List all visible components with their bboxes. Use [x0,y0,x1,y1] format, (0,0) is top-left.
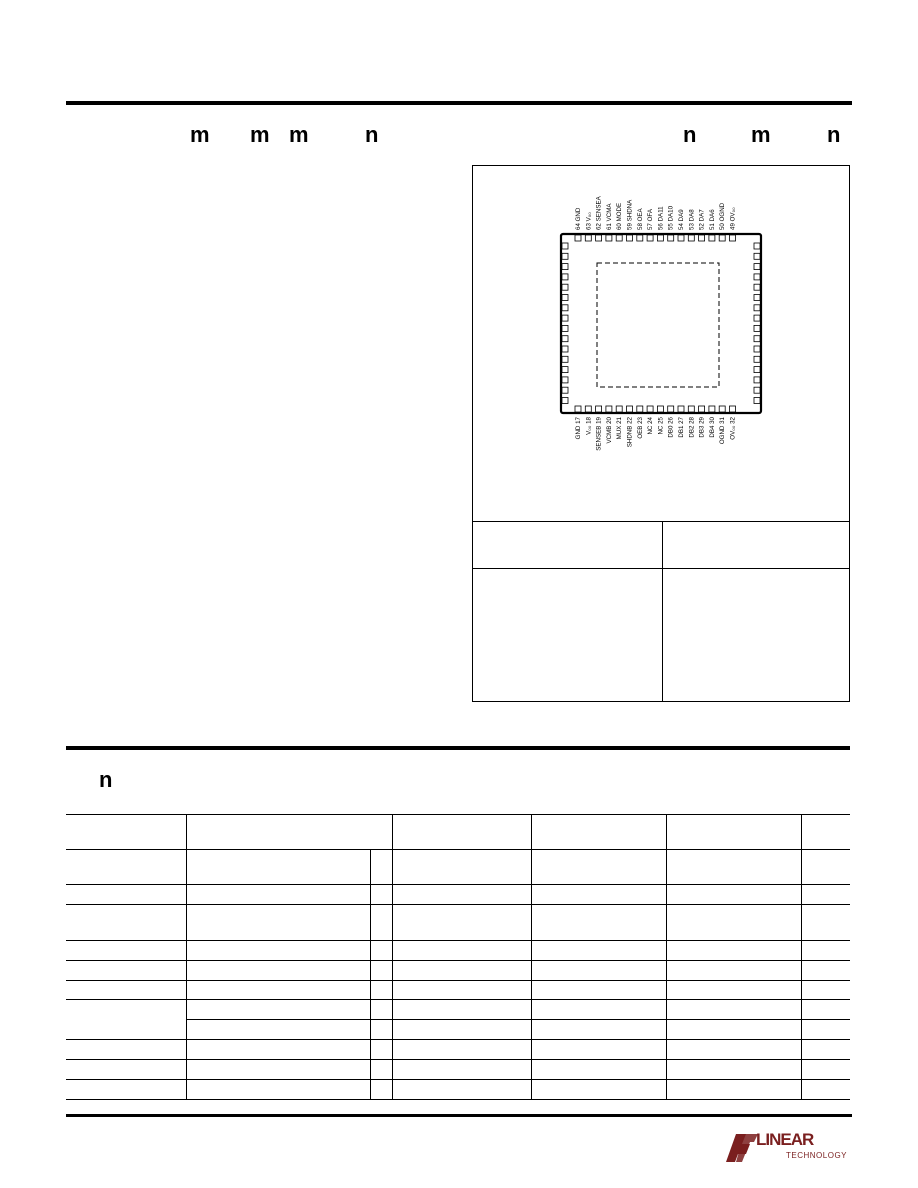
pin-pad [754,346,760,352]
table-rule [66,884,850,885]
top-pin-label: 52 DA7 [698,209,706,230]
pin-pad [754,398,760,404]
top-pin-label: 59 SHDNA [626,199,634,230]
bottom-pin-label: GND 17 [575,417,582,440]
package-diagram [473,166,849,701]
section-heading-glyph: n [99,767,113,792]
pin-pad [585,235,591,241]
table-col-line [531,814,532,1099]
pin-pad [596,406,602,412]
top-pin-label: 51 DA6 [708,209,716,230]
logo-subtitle: TECHNOLOGY [786,1151,848,1160]
pin-pad [754,325,760,331]
pin-pad [562,387,568,393]
bottom-rule [66,1114,852,1117]
pin-pad [699,235,705,241]
pin-pad [637,406,643,412]
top-pin-label: 54 DA9 [678,209,685,230]
bottom-pin-label: DB1 27 [678,417,685,438]
table-rule [66,1099,850,1100]
pin-pad [562,295,568,301]
pin-pad [575,406,581,412]
logo-wordmark: LINEAR [756,1130,814,1149]
bottom-pin-label: OEB 23 [636,417,644,439]
bottom-pin-label: V₀₀ 18 [585,417,593,435]
pin-pad [647,235,653,241]
pin-pad [709,406,715,412]
pin-pad [678,406,684,412]
pin-pad [562,377,568,383]
top-pin-label: 50 OGND [719,202,727,230]
pin-pad [606,235,612,241]
pin-pad [562,346,568,352]
pin-pad [754,377,760,383]
pin-pad [562,367,568,373]
pin-pad [562,243,568,249]
top-pin-label: 56 DA11 [657,206,665,230]
pin-pad [754,264,760,270]
pin-pad [754,295,760,301]
left-heading-glyph-1: m [190,122,210,147]
top-pin-label: 62 SENSEA [595,196,603,230]
pin-pad [754,305,760,311]
pin-pad [585,406,591,412]
pin-pad [562,336,568,342]
top-pin-label: 61 VCMA [605,203,613,230]
pin-pad [668,406,674,412]
pin-pad [754,356,760,362]
pin-pad [709,235,715,241]
table-col-line [666,814,667,1099]
pin-pad [616,406,622,412]
bottom-pin-label: VCMB 20 [605,417,613,444]
pin-pad [575,235,581,241]
pin-pad [627,406,633,412]
bottom-pin-label: NC 25 [657,417,665,435]
order-table-column-divider [662,521,663,701]
pin-pad [754,367,760,373]
top-rule [66,101,852,105]
pin-pad [647,406,653,412]
top-pin-label: 53 DA8 [688,209,696,230]
table-rule [66,960,850,961]
table-col-line [801,814,802,1099]
package-body [561,234,761,413]
left-heading-glyph-2: m [250,122,270,147]
pin-pad [657,235,663,241]
left-heading-glyph-4: n [365,122,379,147]
pin-pad [562,398,568,404]
pin-pad [754,336,760,342]
bottom-pin-label: DB3 29 [698,417,706,438]
table-rule [66,904,850,905]
pin-pad [596,235,602,241]
order-table-header-divider [473,568,849,569]
pin-pad [754,243,760,249]
table-rule [66,980,850,981]
pin-pad [606,406,612,412]
bottom-pin-label: SENSEB 19 [595,417,603,451]
pin-pad [754,284,760,290]
pin-pad [754,387,760,393]
table-rule [66,1059,850,1060]
pin-pad [562,305,568,311]
bottom-pin-label: SHDNB 22 [626,417,634,448]
pin-pad [688,406,694,412]
table-col-line [370,849,371,1099]
pin-pad [754,274,760,280]
pin-pad [562,274,568,280]
pin-pad [627,235,633,241]
table-rule [66,1079,850,1080]
pin-pad [637,235,643,241]
left-heading-glyph-3: m [289,122,309,147]
table-rule [66,999,850,1000]
order-table-top-border [473,521,849,522]
top-pin-label: 55 DA10 [667,205,675,230]
pin-pad [562,284,568,290]
pin-pad [616,235,622,241]
pin-pad [562,315,568,321]
pin-pad [730,406,736,412]
top-pin-label: 64 GND [575,207,582,230]
bottom-pin-label: NC 24 [647,417,655,435]
top-pin-label: 57 OFA [647,209,655,230]
pin-pad [678,235,684,241]
pin-pad [657,406,663,412]
table-rule [66,849,850,850]
bottom-pin-label: DB4 30 [708,417,716,438]
pin-pad [730,235,736,241]
pin-configuration-box [472,165,850,702]
right-heading-glyph-2: m [751,122,771,147]
bottom-pin-label: DB0 26 [667,417,675,438]
table-col-line [186,814,187,1099]
pin-pad [562,325,568,331]
right-heading-glyph-3: n [827,122,841,147]
top-pin-label: 49 OV₀₀ [729,207,737,230]
pin-pad [719,235,725,241]
table-col-line [392,814,393,1099]
pin-pad [719,406,725,412]
bottom-pin-label: OGND 31 [719,417,727,445]
bottom-pin-label: OV₀₀ 32 [729,417,737,440]
pin-pad [688,235,694,241]
table-rule [66,1039,850,1040]
section-rule [66,746,850,750]
top-pin-label: 60 MODE [616,202,624,230]
pin-pad [754,315,760,321]
pin-pad [668,235,674,241]
bottom-pin-label: MUX 21 [616,417,624,440]
top-pin-label: 63 V₀₀ [585,212,593,230]
table-rule [66,814,850,815]
pin-pad [754,253,760,259]
bottom-pin-label: DB2 28 [688,417,696,438]
right-heading-glyph-1: n [683,122,697,147]
pin-pad [562,356,568,362]
table-rule [66,940,850,941]
pin-pad [562,253,568,259]
top-pin-label: 58 OEA [636,208,644,230]
pin-pad [699,406,705,412]
table-rule [186,1019,850,1020]
pin-pad [562,264,568,270]
